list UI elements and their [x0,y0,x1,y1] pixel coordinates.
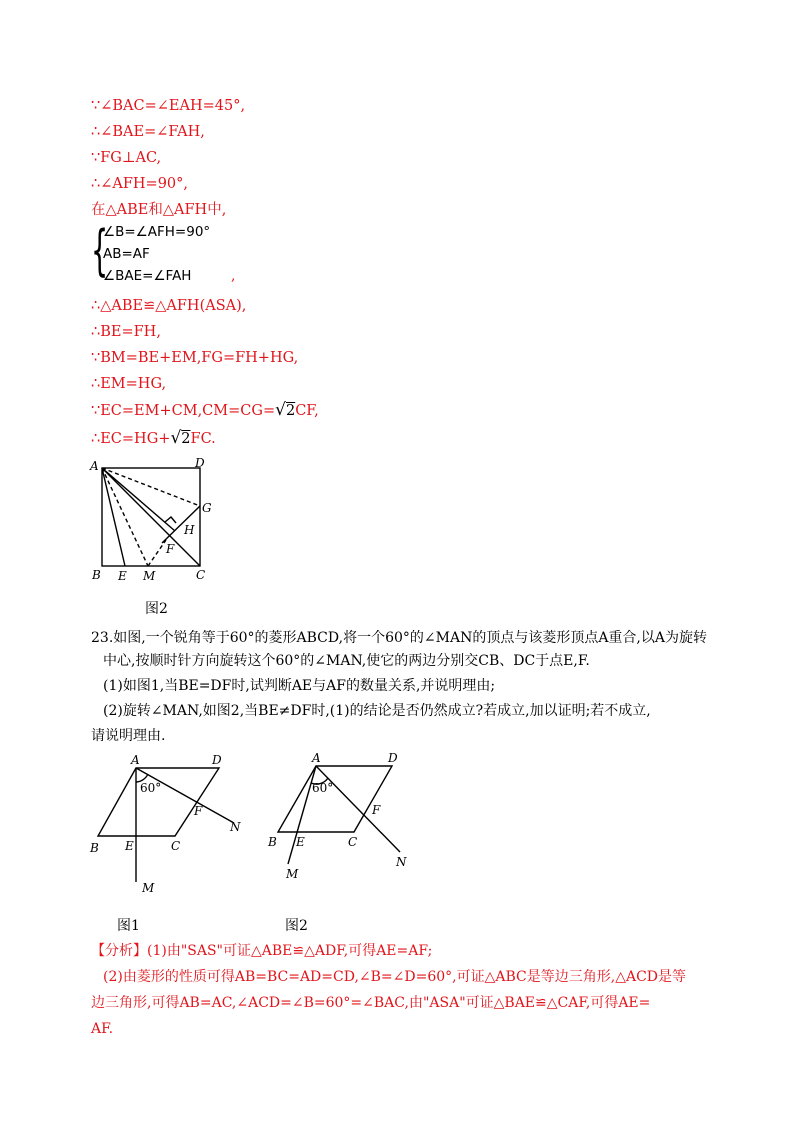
equation-system [91,220,291,290]
solution-line-10-c: CF, [295,403,319,419]
fig1-label-A: A [131,753,140,767]
question-line-1: 23.如图,一个锐角等于60°的菱形ABCD,将一个60°的∠MAN的顶点与该菱形顶点A重合,以A为旋转 [91,630,707,646]
analysis-line-3: 边三角形,可得AB=AC,∠ACD=∠B=60°=∠BAC,由"ASA"可证△BAE≌△CAF,可得AE= [91,995,651,1011]
solution-line-10 [91,400,319,421]
fig1-label-N: N [230,820,241,834]
system-row-3: ∠BAE=∠FAH [103,268,192,284]
fig2-label-B: B [268,835,277,849]
solution-line-3: ∵FG⊥AC, [91,150,162,166]
analysis-part-1: (1)由"SAS"可证△ABE≌△ADF,可得AE=AF; [147,943,433,959]
solution-line-6: ∴△ABE≌△AFH(ASA), [91,298,247,314]
fig1-label-D: D [212,753,222,767]
fig1-label-C: C [171,839,181,853]
analysis-line-4: AF. [91,1021,114,1037]
sqrt-radicand: 2 [285,403,296,419]
figure-top-caption: 图2 [145,601,168,617]
fig1-label-E: E [125,839,134,853]
fig2-label-C: C [348,835,358,849]
system-row-1: ∠B=∠AFH=90° [103,224,211,240]
sqrt-symbol: √ [275,400,286,420]
question-line-4: (2)旋转∠MAN,如图2,当BE≠DF时,(1)的结论是否仍然成立?若成立,加以证明;若不成立, [103,703,651,719]
label-M: M [143,569,156,583]
solution-line-1: ∵∠BAC=∠EAH=45°, [91,98,246,114]
solution-line-8: ∵BM=BE+EM,FG=FH+HG, [91,350,299,366]
fig1-label-F: F [194,804,203,818]
analysis-line-1 [91,940,432,962]
rhombus-figure-1 [88,752,258,900]
label-D: D [195,456,205,470]
solution-line-10-a: ∵EC=EM+CM,CM=CG= [91,403,276,419]
solution-line-7: ∴BE=FH, [91,324,161,340]
fig2-label-N: N [396,855,407,869]
fig1-label-angle: 60° [140,781,162,795]
fig2-label-E: E [296,835,305,849]
system-comma: , [231,268,236,284]
square-figure [88,456,228,586]
solution-line-11 [91,428,216,449]
sqrt-radicand: 2 [181,431,191,447]
system-row-2: AB=AF [103,246,150,262]
solution-line-11-c: FC. [190,431,216,447]
fig2-label-A: A [312,751,321,765]
fig2-label-angle: 60° [312,781,334,795]
label-F: F [166,542,175,556]
fig2-label-F: F [372,803,381,817]
question-line-5: 请说明理由. [91,728,166,744]
label-C: C [196,568,206,582]
fig1-label-M: M [142,881,155,895]
sqrt-symbol: √ [170,428,182,448]
solution-line-11-a: ∴EC=HG+ [91,431,171,447]
fig1-label-B: B [90,841,99,855]
figure-2-caption: 图2 [285,918,308,934]
solution-line-9: ∴EM=HG, [91,376,167,392]
fig2-label-D: D [388,751,398,765]
solution-line-5: 在△ABE和△AFH中, [91,202,227,218]
solution-line-4: ∴∠AFH=90°, [91,176,189,192]
question-line-3: (1)如图1,当BE=DF时,试判断AE与AF的数量关系,并说明理由; [103,678,496,694]
brace-symbol: { [91,219,109,282]
question-line-2: 中心,按顺时针方向旋转这个60°的∠MAN,使它的两边分别交CB、DC于点E,F. [103,653,590,669]
analysis-line-2: (2)由菱形的性质可得AB=BC=AD=CD,∠B=∠D=60°,可证△ABC是等边三角形,△ACD是等 [103,969,687,985]
label-H: H [184,523,195,537]
figure-1-caption: 图1 [117,918,140,934]
analysis-tag: 【分析】 [91,943,147,959]
label-B: B [92,568,101,582]
label-E: E [118,569,127,583]
solution-line-2: ∴∠BAE=∠FAH, [91,124,205,140]
label-A: A [90,459,99,473]
label-G: G [202,501,212,515]
fig2-label-M: M [286,867,299,881]
rhombus-figure-2 [266,750,416,882]
